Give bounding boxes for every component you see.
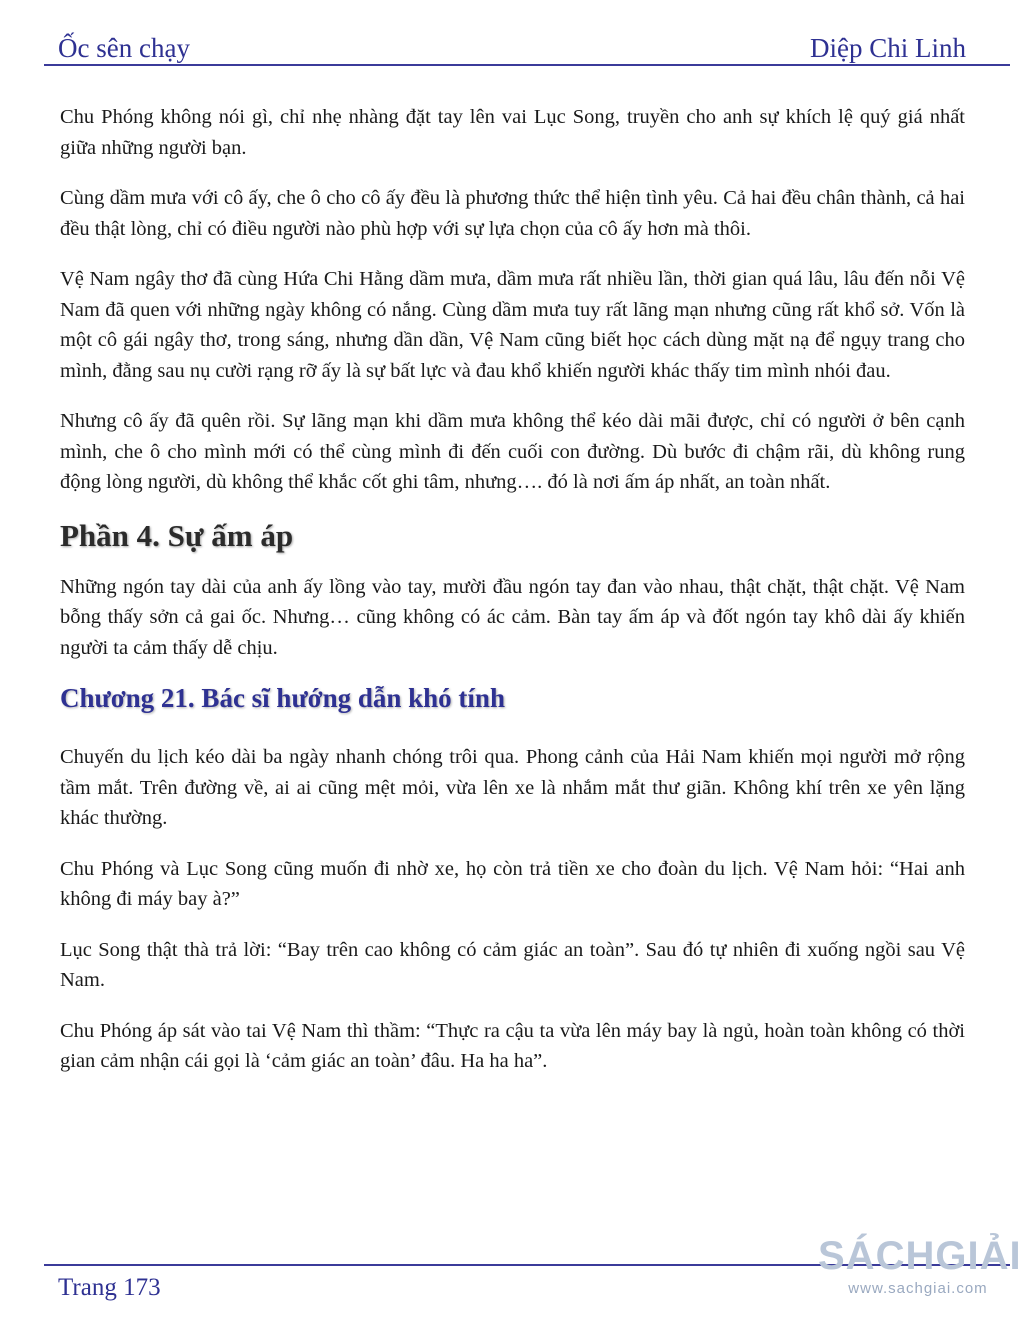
watermark-url: www.sachgiai.com xyxy=(848,1280,988,1297)
paragraph: Những ngón tay dài của anh ấy lồng vào tay, mười đầu ngón tay đan vào nhau, thật chặt, thật chặt. Vệ Nam bỗng thấy sởn cả gai ốc. Nhưng… cũng không có ác cảm. Bàn tay ấm áp và đốt ngón tay khô dài ấy khiến người ta cảm thấy dễ chịu. xyxy=(60,575,965,659)
paragraph: Chuyến du lịch kéo dài ba ngày nhanh chóng trôi qua. Phong cảnh của Hải Nam khiến mọi người mở rộng tầm mắt. Trên đường về, ai ai cũng mệt mỏi, vừa lên xe là nhắm mắt thư giãn. Không khí trên xe yên lặng khác thường. xyxy=(60,746,965,829)
header-divider xyxy=(44,64,1010,66)
watermark-logo: SÁCHGIẢI xyxy=(818,1234,1022,1278)
page-header xyxy=(58,24,966,64)
page-number: Trang 173 xyxy=(58,1274,161,1301)
paragraph: Vệ Nam ngây thơ đã cùng Hứa Chi Hằng dầm mưa, dầm mưa rất nhiều lần, thời gian quá lâu, lâu đến nỗi Vệ Nam đã quen với những ngày không có nắng. Cùng dầm mưa tuy rất lãng mạn nhưng cũng rất khổ sở. Vốn là một cô gái ngây thơ, trong sáng, nhưng dần dần, Vệ Nam cũng biết học cách dùng mặt nạ để ngụy trang cho mình, đằng sau nụ cười rạng rỡ ấy là sự bất lực và đau khổ khiến người khác thấy tim mình nhói đau. xyxy=(60,268,965,382)
paragraph: Chu Phóng không nói gì, chỉ nhẹ nhàng đặt tay lên vai Lục Song, truyền cho anh sự khích lệ quý giá nhất giữa những người bạn. xyxy=(60,106,965,159)
chapter-heading: Chương 21. Bác sĩ hướng dẫn khó tính xyxy=(60,683,505,713)
book-title: Ốc sên chạy xyxy=(58,33,190,63)
page-body xyxy=(60,102,965,1097)
paragraph: Lục Song thật thà trả lời: “Bay trên cao không có cảm giác an toàn”. Sau đó tự nhiên đi xuống ngồi sau Vệ Nam. xyxy=(60,938,965,991)
section-heading: Phần 4. Sự ấm áp xyxy=(60,517,294,553)
paragraph: Cùng dầm mưa với cô ấy, che ô cho cô ấy đều là phương thức thể hiện tình yêu. Cả hai đều chân thành, cả hai đều thật lòng, chỉ có điều người nào phù hợp với sự lựa chọn của cô ấy hơn mà thôi. xyxy=(60,187,965,240)
paragraph: Chu Phóng áp sát vào tai Vệ Nam thì thầm: “Thực ra cậu ta vừa lên máy bay là ngủ, hoàn toàn không có thời gian cảm nhận cái gọi là ‘cảm giác an toàn’ đâu. Ha ha ha”. xyxy=(60,1019,965,1072)
watermark xyxy=(818,1232,1022,1320)
author-name: Diệp Chi Linh xyxy=(810,33,966,63)
paragraph: Nhưng cô ấy đã quên rồi. Sự lãng mạn khi dầm mưa không thể kéo dài mãi được, chỉ có người ở bên cạnh mình, che ô cho mình mới có thể cùng mình đi đến cuối con đường. Dù bước đi chậm rãi, dù không rung động lòng người, dù không thể khắc cốt ghi tâm, nhưng…. đó là nơi ấm áp nhất, an toàn nhất. xyxy=(60,410,965,493)
paragraph: Chu Phóng và Lục Song cũng muốn đi nhờ xe, họ còn trả tiền xe cho đoàn du lịch. Vệ Nam hỏi: “Hai anh không đi máy bay à?” xyxy=(60,857,965,910)
